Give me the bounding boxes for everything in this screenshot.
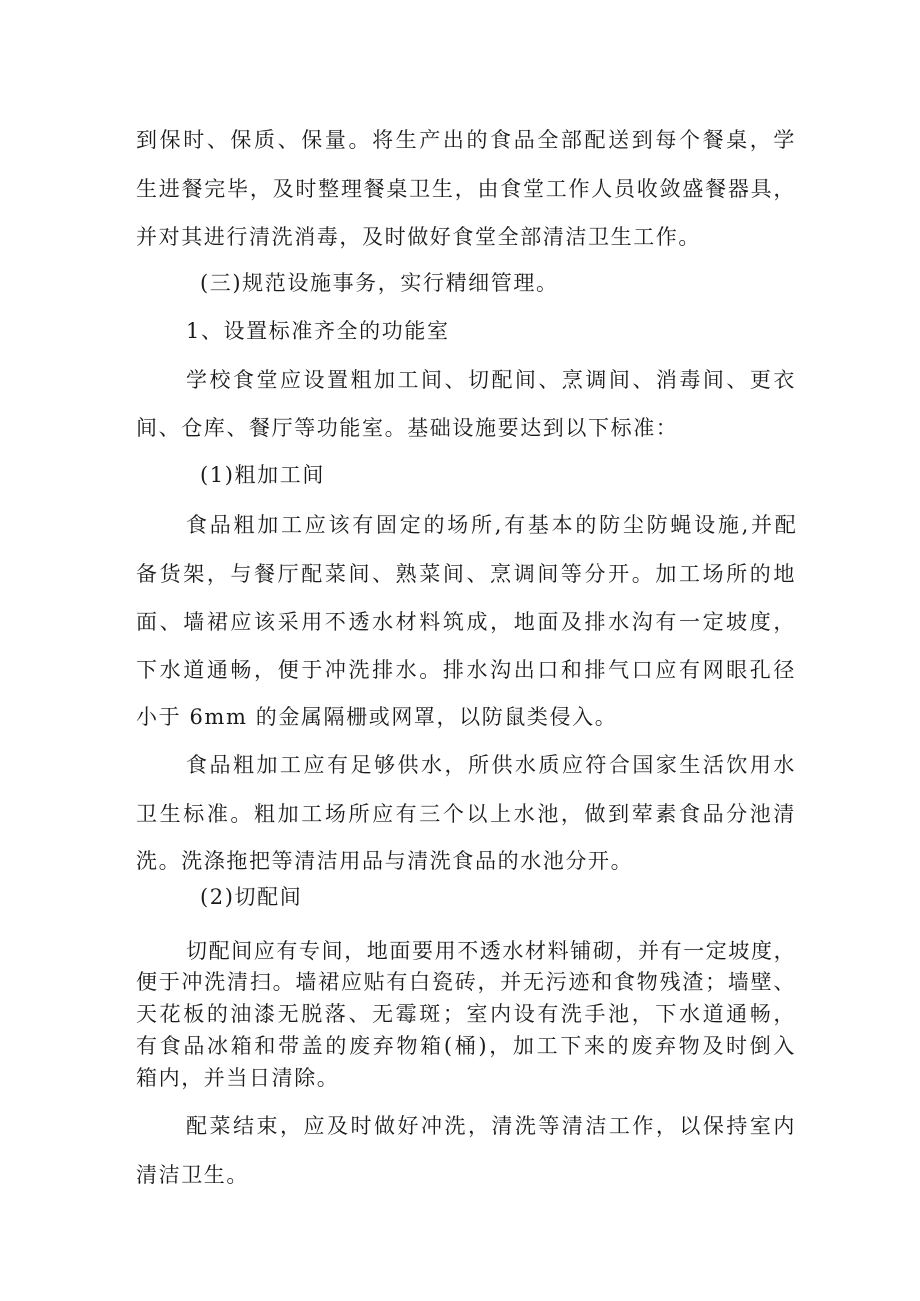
paragraph-6-line-1: 配菜结束，应及时做好冲洗，清洗等清洁工作，以保持室内 [186,1114,796,1138]
paragraph-5-line-4: 有食品冰箱和带盖的废弃物箱(桶)，加工下来的废弃物及时倒入 [136,1034,796,1058]
paragraph-3-line-2: 备货架，与餐厅配菜间、熟菜间、烹调间等分开。加工场所的地 [136,562,796,586]
paragraph-3-line-1: 食品粗加工应该有固定的场所,有基本的防尘防蝇设施,并配 [186,513,796,537]
paragraph-1-line-2: 生进餐完毕，及时整理餐桌卫生，由食堂工作人员收敛盛餐器具， [136,177,796,201]
item-heading-2: (2)切配间 [200,885,303,909]
item-heading-1: (1)粗加工间 [200,463,325,487]
paragraph-2-line-2: 间、仓库、餐厅等功能室。基础设施要达到以下标准： [136,416,679,440]
paragraph-3-line-3: 面、墙裙应该采用不透水材料筑成，地面及排水沟有一定坡度， [136,610,796,634]
paragraph-6-line-2: 清洁卫生。 [136,1163,249,1187]
paragraph-5-line-5: 箱内，并当日清除。 [136,1066,340,1090]
paragraph-2-line-1: 学校食堂应设置粗加工间、切配间、烹调间、消毒间、更衣 [186,368,796,392]
paragraph-3-line-4: 下水道通畅，便于冲洗排水。排水沟出口和排气口应有网眼孔径 [136,658,796,682]
paragraph-5-line-3: 天花板的油漆无脱落、无霉斑；室内设有洗手池，下水道通畅， [136,1002,796,1026]
section-heading-3: (三)规范设施事务，实行精细管理。 [200,271,559,295]
paragraph-4-line-1: 食品粗加工应有足够供水，所供水质应符合国家生活饮用水 [186,753,796,777]
subsection-heading-1: 1、设置标准齐全的功能室 [186,319,450,343]
paragraph-1-line-3: 并对其进行清洗消毒，及时做好食堂全部清洁卫生工作。 [136,225,701,249]
paragraph-3-line-5: 小于 6mm 的金属隔栅或网罩，以防鼠类侵入。 [136,705,618,729]
paragraph-5-line-1: 切配间应有专间，地面要用不透水材料铺砌，并有一定坡度， [186,939,797,963]
paragraph-4-line-3: 洗。洗涤拖把等清洁用品与清洗食品的水池分开。 [136,849,634,873]
paragraph-1-line-1: 到保时、保质、保量。将生产出的食品全部配送到每个餐桌，学 [136,128,796,152]
paragraph-5-line-2: 便于冲洗清扫。墙裙应贴有白瓷砖，并无污迹和食物残渣；墙壁、 [136,970,796,994]
paragraph-4-line-2: 卫生标准。粗加工场所应有三个以上水池，做到荤素食品分池清 [136,802,796,826]
